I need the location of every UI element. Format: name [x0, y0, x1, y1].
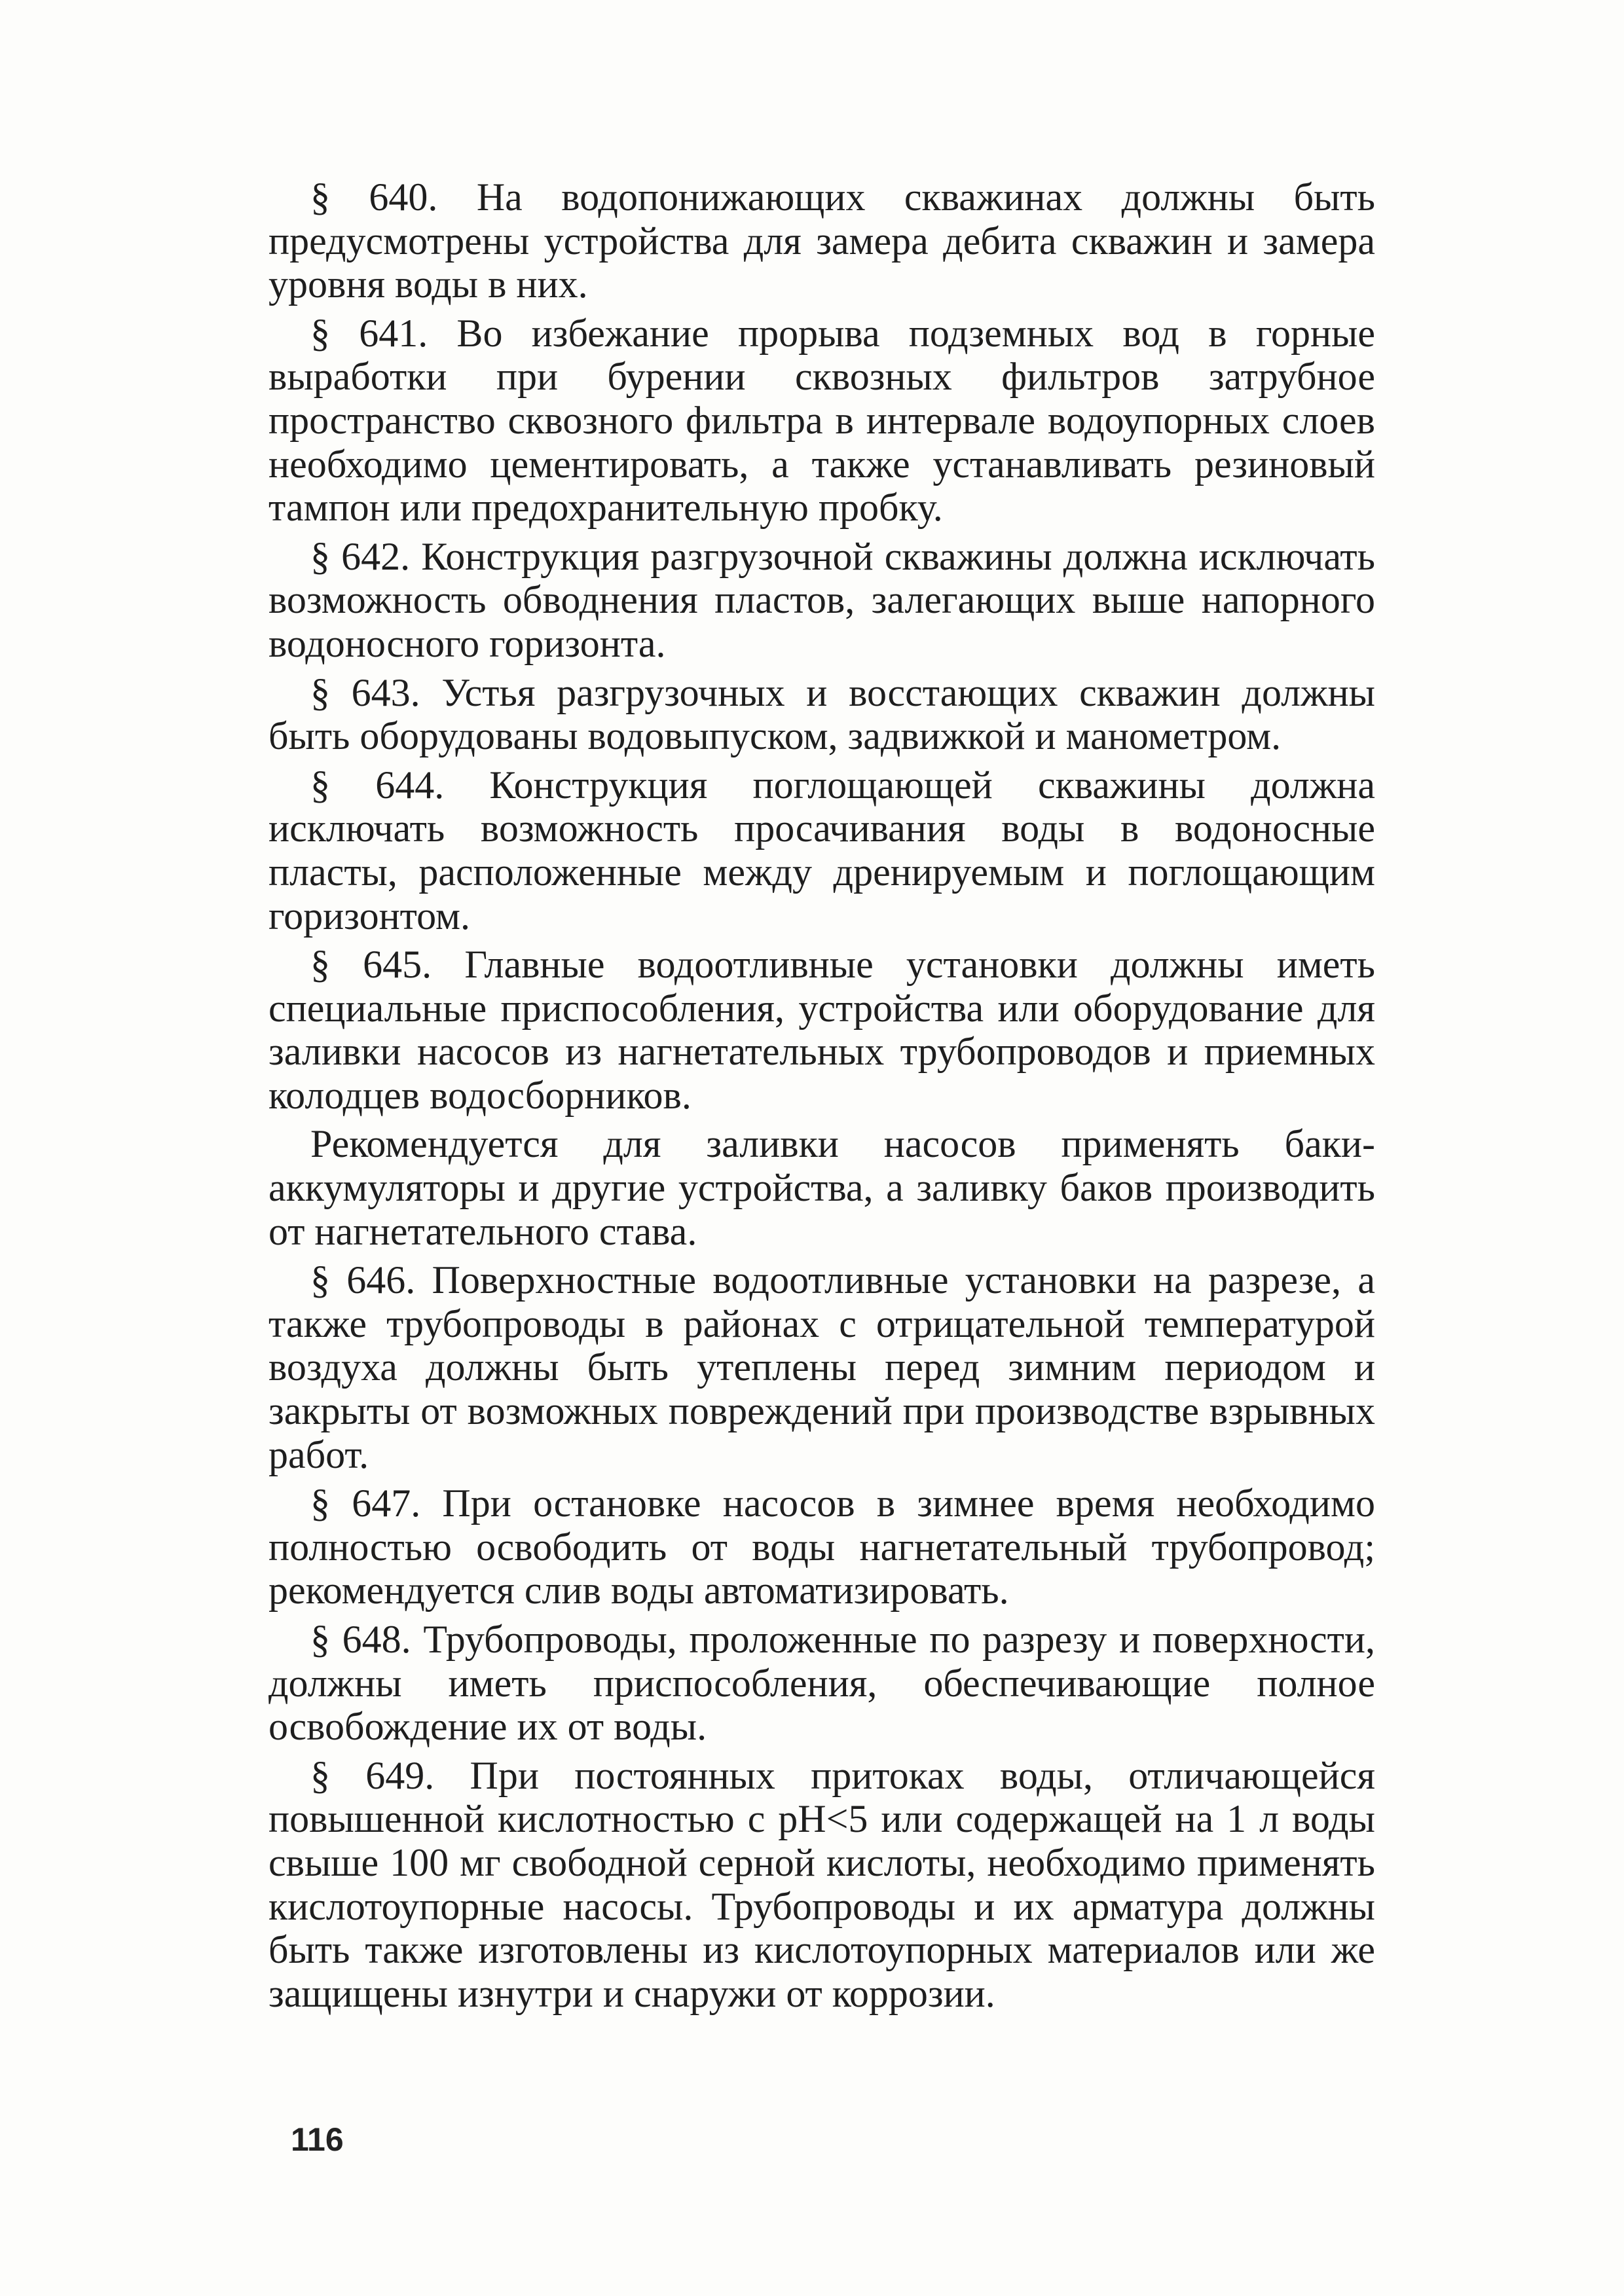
paragraph-649: § 649. При постоянных притоках воды, отличающейся повышенной кислотностью с pH<5 или содержащей на 1 л воды свыше 100 мг свободной серной кислоты, необходимо применять кислотоупорные насосы. Трубопроводы и их арматура должны быть также изготовлены из кислотоупорных материалов или же защищены изнутри и снаружи от коррозии. [268, 1753, 1375, 2015]
paragraph-642: § 642. Конструкция разгрузочной скважины должна исключать возможность обводнения пластов, залегающих выше напорного водоносного горизонта. [268, 534, 1375, 665]
page-number: 116 [291, 2121, 344, 2158]
paragraph-648: § 648. Трубопроводы, проложенные по разрезу и поверхности, должны иметь приспособления, обеспечивающие полное освобождение их от воды. [268, 1618, 1375, 1749]
paragraph-645-recommendation: Рекомендуется для заливки насосов применять баки-аккумуляторы и другие устройства, а заливку баков производить от нагнетательного става. [268, 1122, 1375, 1253]
paragraph-640: § 640. На водопонижающих скважинах должны быть предусмотрены устройства для замера дебита скважин и замера уровня воды в них. [268, 175, 1375, 306]
paragraph-645: § 645. Главные водоотливные установки должны иметь специальные приспособления, устройства или оборудование для заливки насосов из нагнетательных трубопроводов и приемных колодцев водосборников. [268, 943, 1375, 1117]
body-text [268, 175, 1375, 2015]
paragraph-646: § 646. Поверхностные водоотливные установки на разрезе, а также трубопроводы в районах с отрицательной температурой воздуха должны быть утеплены перед зимним периодом и закрыты от возможных повреждений при производстве взрывных работ. [268, 1258, 1375, 1476]
paragraph-641: § 641. Во избежание прорыва подземных вод в горные выработки при бурении сквозных фильтров затрубное пространство сквозного фильтра в интервале водоупорных слоев необходимо цементировать, а также устанавливать резиновый тампон или предохранительную пробку. [268, 311, 1375, 530]
paragraph-643: § 643. Устья разгрузочных и восстающих скважин должны быть оборудованы водовыпуском, задвижкой и манометром. [268, 670, 1375, 758]
paragraph-644: § 644. Конструкция поглощающей скважины должна исключать возможность просачивания воды в водоносные пласты, расположенные между дренируемым и поглощающим горизонтом. [268, 763, 1375, 938]
paragraph-647: § 647. При остановке насосов в зимнее время необходимо полностью освободить от воды нагнетательный трубопровод; рекомендуется слив воды автоматизировать. [268, 1482, 1375, 1613]
